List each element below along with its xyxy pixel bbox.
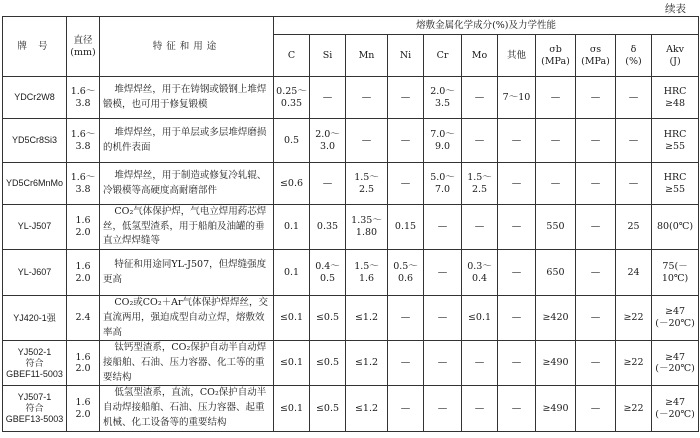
cell-value-10: ≥47 (－20℃) xyxy=(652,296,699,341)
cell-value-8: — xyxy=(576,250,616,296)
cell-feature: 堆焊焊丝，用于在铸钢或锻钢上堆焊锻模，也可用于修复锻模 xyxy=(100,77,274,119)
cell-value-9: — xyxy=(616,163,652,205)
cell-brand: YL-J607 xyxy=(3,250,67,296)
table-row xyxy=(3,119,699,163)
cell-feature: 钛钙型渣系，CO₂保护自动半自动焊接船舶、石油、压力容器、化工等的重要结构 xyxy=(100,341,274,386)
cell-value-7: ≥490 xyxy=(536,386,576,431)
cell-value-1: 0.4～ 0.5 xyxy=(310,250,346,296)
cell-value-0: 0.1 xyxy=(274,250,310,296)
cell-value-7: ≥420 xyxy=(536,296,576,341)
cell-value-2: 1.5～ 1.6 xyxy=(346,250,388,296)
cell-value-1: 2.0～ 3.0 xyxy=(310,119,346,163)
cell-value-8: — xyxy=(576,77,616,119)
table-row xyxy=(3,163,699,205)
cell-value-1: — xyxy=(310,163,346,205)
header-col-8: σs (MPa) xyxy=(576,35,616,77)
table-row xyxy=(3,250,699,296)
welding-wire-table xyxy=(2,16,699,432)
cell-feature: CO₂或CO₂＋Ar气体保护焊焊丝，交直流两用，强迫成型自动立焊，熔敷效率高 xyxy=(100,296,274,341)
header-col-10: Akv (J) xyxy=(652,35,699,77)
table-row xyxy=(3,296,699,341)
cell-value-8: — xyxy=(576,119,616,163)
cell-value-9: ≥22 xyxy=(616,386,652,431)
cell-diameter: 1.6～ 3.8 xyxy=(67,163,100,205)
cell-feature: 低氢型渣系，直流，CO₂保护自动半自动焊接船舶、石油、压力容器、起重机械、化工设备等的重要结构 xyxy=(100,386,274,431)
cell-value-5: — xyxy=(462,119,498,163)
cell-value-3: 0.15 xyxy=(388,205,424,250)
table-row xyxy=(3,205,699,250)
continued-label: 续表 xyxy=(665,3,686,15)
cell-brand: YJ507-1 符合 GBEF13-5003 xyxy=(3,386,67,431)
cell-value-10: HRC ≥48 xyxy=(652,77,699,119)
cell-value-2: ≤1.2 xyxy=(346,341,388,386)
cell-value-5: — xyxy=(462,205,498,250)
cell-value-7: — xyxy=(536,77,576,119)
cell-value-2: 1.35～ 1.80 xyxy=(346,205,388,250)
cell-brand: YDCr2W8 xyxy=(3,77,67,119)
cell-value-0: 0.25～ 0.35 xyxy=(274,77,310,119)
cell-value-8: — xyxy=(576,163,616,205)
cell-value-4: — xyxy=(424,250,462,296)
cell-value-5: — xyxy=(462,341,498,386)
cell-value-9: 25 xyxy=(616,205,652,250)
cell-value-10: ≥47 (－20℃) xyxy=(652,386,699,431)
cell-value-6: — xyxy=(498,119,536,163)
header-col-6: 其他 xyxy=(498,35,536,77)
cell-value-6: — xyxy=(498,250,536,296)
cell-value-3: 0.5～ 0.6 xyxy=(388,250,424,296)
header-feature: 特征和用途 xyxy=(100,17,274,77)
cell-value-6: — xyxy=(498,341,536,386)
cell-value-0: ≤0.1 xyxy=(274,296,310,341)
cell-value-4: — xyxy=(424,205,462,250)
header-composition-group: 熔敷金属化学成分(%)及力学性能 xyxy=(274,17,699,35)
cell-value-3: — xyxy=(388,163,424,205)
cell-value-0: ≤0.6 xyxy=(274,163,310,205)
cell-value-7: — xyxy=(536,119,576,163)
table-row xyxy=(3,386,699,431)
cell-value-1: — xyxy=(310,77,346,119)
cell-value-0: 0.5 xyxy=(274,119,310,163)
cell-feature: CO₂气体保护焊，气电立焊用药芯焊丝，低氢型渣系，用于船舶及油罐的垂直立焊焊缝等 xyxy=(100,205,274,250)
cell-value-7: ≥490 xyxy=(536,341,576,386)
cell-brand: YJ420-1强 xyxy=(3,296,67,341)
header-col-0: C xyxy=(274,35,310,77)
cell-value-8: — xyxy=(576,296,616,341)
cell-value-9: 24 xyxy=(616,250,652,296)
header-col-7: σb (MPa) xyxy=(536,35,576,77)
cell-value-10: HRC ≥55 xyxy=(652,163,699,205)
cell-value-4: — xyxy=(424,386,462,431)
cell-value-6: — xyxy=(498,163,536,205)
cell-diameter: 1.6 2.0 xyxy=(67,250,100,296)
cell-value-3: — xyxy=(388,119,424,163)
cell-value-5: — xyxy=(462,77,498,119)
cell-value-5: 1.5～ 2.5 xyxy=(462,163,498,205)
cell-diameter: 1.6 2.0 xyxy=(67,341,100,386)
cell-brand: YL-J507 xyxy=(3,205,67,250)
cell-diameter: 1.6～ 3.8 xyxy=(67,77,100,119)
cell-value-4: 5.0～ 7.0 xyxy=(424,163,462,205)
header-col-9: δ (%) xyxy=(616,35,652,77)
cell-value-4: 7.0～ 9.0 xyxy=(424,119,462,163)
header-col-2: Mn xyxy=(346,35,388,77)
cell-value-9: — xyxy=(616,119,652,163)
cell-value-5: ≤0.1 xyxy=(462,296,498,341)
cell-value-2: — xyxy=(346,119,388,163)
cell-value-10: ≥47 (－20℃) xyxy=(652,341,699,386)
cell-value-2: — xyxy=(346,77,388,119)
cell-feature: 特征和用途同YL-J507，但焊缝强度更高 xyxy=(100,250,274,296)
cell-value-10: HRC ≥55 xyxy=(652,119,699,163)
cell-value-6: 7～10 xyxy=(498,77,536,119)
cell-value-9: ≥22 xyxy=(616,296,652,341)
cell-value-6: — xyxy=(498,386,536,431)
cell-value-5: — xyxy=(462,386,498,431)
cell-value-3: — xyxy=(388,341,424,386)
header-col-1: Si xyxy=(310,35,346,77)
cell-value-1: 0.35 xyxy=(310,205,346,250)
cell-feature: 堆焊焊丝，用于单层或多层堆焊磨损的机件表面 xyxy=(100,119,274,163)
cell-value-7: — xyxy=(536,163,576,205)
header-col-4: Cr xyxy=(424,35,462,77)
cell-value-8: — xyxy=(576,386,616,431)
cell-value-7: 550 xyxy=(536,205,576,250)
cell-diameter: 1.6 2.0 xyxy=(67,205,100,250)
cell-value-5: 0.3～ 0.4 xyxy=(462,250,498,296)
header-col-5: Mo xyxy=(462,35,498,77)
cell-diameter: 1.6～ 3.8 xyxy=(67,119,100,163)
cell-value-4: — xyxy=(424,341,462,386)
cell-value-2: ≤1.2 xyxy=(346,386,388,431)
cell-value-4: — xyxy=(424,296,462,341)
cell-diameter: 2.4 xyxy=(67,296,100,341)
cell-value-3: — xyxy=(388,296,424,341)
cell-value-1: ≤0.5 xyxy=(310,341,346,386)
cell-value-0: 0.1 xyxy=(274,205,310,250)
cell-value-2: ≤1.2 xyxy=(346,296,388,341)
cell-value-6: — xyxy=(498,205,536,250)
cell-value-9: ≥22 xyxy=(616,341,652,386)
cell-brand: YD5Cr6MnMo xyxy=(3,163,67,205)
header-brand: 牌 号 xyxy=(3,17,67,77)
cell-value-10: 80(0℃) xyxy=(652,205,699,250)
cell-value-0: ≤0.1 xyxy=(274,341,310,386)
cell-value-2: 1.5～ 2.5 xyxy=(346,163,388,205)
cell-value-3: — xyxy=(388,77,424,119)
cell-value-6: — xyxy=(498,296,536,341)
cell-value-9: — xyxy=(616,77,652,119)
cell-value-4: 2.0～ 3.5 xyxy=(424,77,462,119)
table-row xyxy=(3,77,699,119)
header-diameter: 直径 (mm) xyxy=(67,17,100,77)
cell-value-7: 650 xyxy=(536,250,576,296)
cell-value-8: — xyxy=(576,341,616,386)
header-col-3: Ni xyxy=(388,35,424,77)
cell-feature: 堆焊焊丝，用于制造或修复冷轧辊、冷锻模等高硬度高耐磨部件 xyxy=(100,163,274,205)
table-row xyxy=(3,341,699,386)
cell-diameter: 1.6 2.0 xyxy=(67,386,100,431)
cell-value-0: ≤0.1 xyxy=(274,386,310,431)
cell-brand: YD5Cr8Si3 xyxy=(3,119,67,163)
cell-value-1: ≤0.5 xyxy=(310,296,346,341)
cell-value-10: 75(－10℃) xyxy=(652,250,699,296)
cell-value-3: — xyxy=(388,386,424,431)
cell-value-1: ≤0.5 xyxy=(310,386,346,431)
cell-brand: YJ502-1 符合 GBEF11-5003 xyxy=(3,341,67,386)
cell-value-8: — xyxy=(576,205,616,250)
